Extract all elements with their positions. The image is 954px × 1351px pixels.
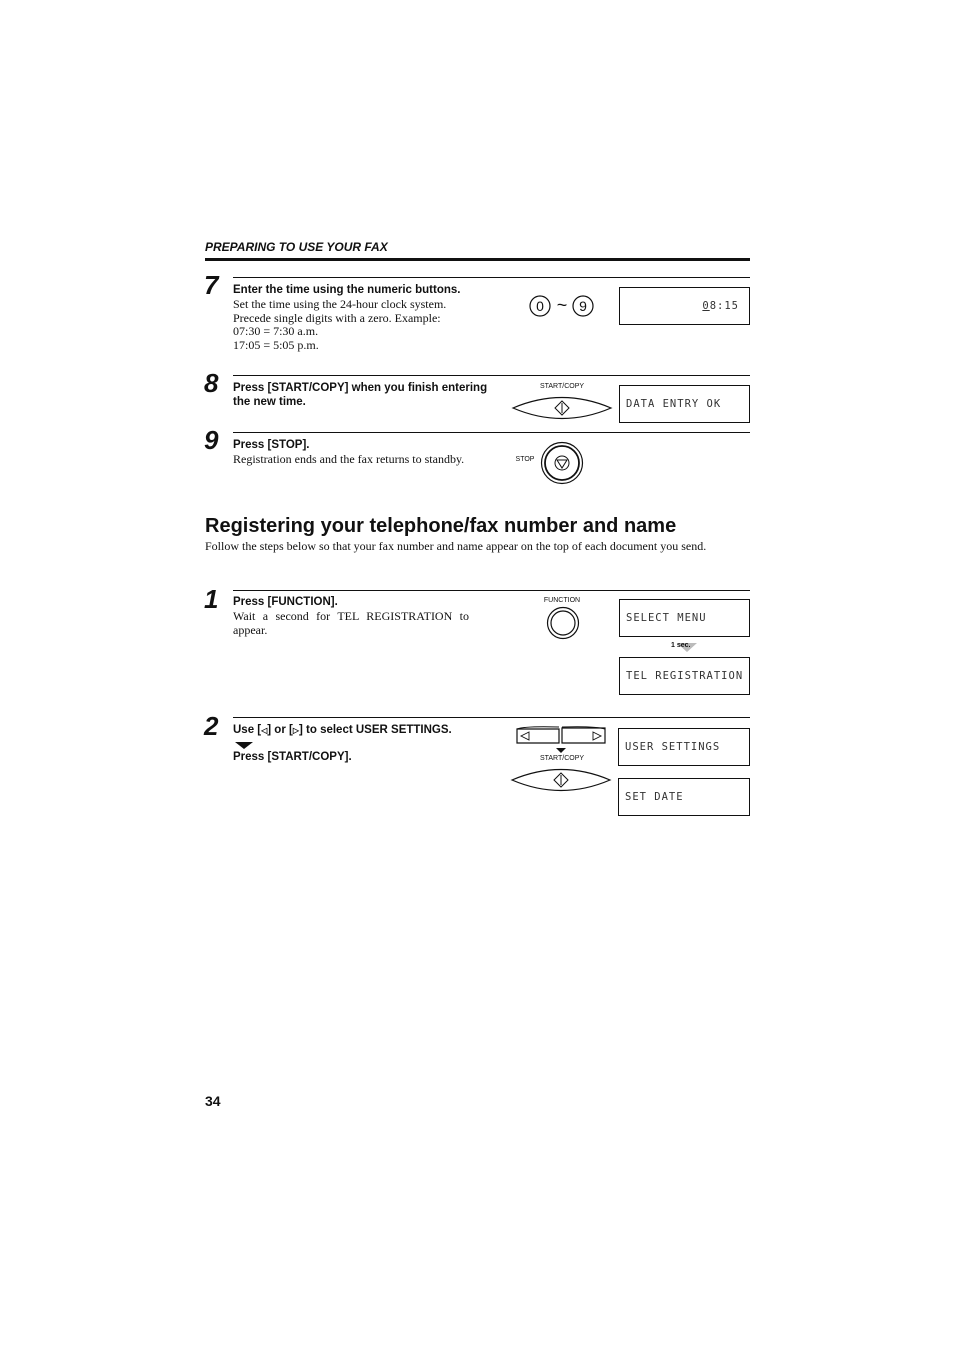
step-title	[233, 723, 508, 738]
lcd-cursor: 0	[702, 300, 710, 312]
lcd-display: USER SETTINGS	[618, 728, 750, 766]
numeric-keys-illustration	[529, 294, 599, 318]
start-copy-button-icon	[511, 393, 613, 423]
function-button-icon	[546, 606, 580, 640]
section-heading: Registering your telephone/fax number and name	[205, 515, 677, 537]
body-line: 17:05 = 5:05 p.m.	[233, 337, 319, 352]
left-arrow-icon: ◁	[261, 726, 268, 735]
start-copy-button-icon	[510, 765, 612, 795]
step-number: 8	[204, 368, 219, 398]
body-line: Set the time using the 24-hour clock system.	[233, 297, 447, 311]
step-divider	[233, 277, 750, 278]
header-rule	[205, 258, 750, 261]
step-number: 9	[204, 425, 219, 455]
lcd-display	[619, 287, 750, 325]
title-part: ] or [	[267, 724, 293, 736]
section-intro: Follow the steps below so that your fax number and name appear on the top of each document you send.	[205, 539, 707, 553]
step-divider	[233, 590, 750, 591]
step-number: 2	[204, 711, 219, 741]
section-header: PREPARING TO USE YOUR FAX	[205, 240, 388, 254]
step-title: Press [START/COPY] when you finish entering the new time.	[233, 382, 488, 408]
body-line: Precede single digits with a zero. Example:	[233, 310, 441, 325]
lcd-display: SELECT MENU	[619, 599, 750, 637]
step-body: Registration ends and the fax returns to standby.	[233, 452, 465, 466]
next-arrow-icon	[555, 747, 567, 754]
step-body	[233, 298, 483, 352]
arrow-keys-icon	[515, 726, 607, 746]
step-title: Press [STOP].	[233, 439, 310, 451]
step-title: Enter the time using the numeric buttons.	[233, 284, 461, 296]
button-label: START/COPY	[539, 383, 585, 390]
button-label: STOP	[515, 456, 535, 463]
step-number: 1	[204, 584, 219, 614]
step-number: 7	[204, 270, 219, 300]
key-zero: 0	[536, 298, 544, 314]
right-arrow-icon: ▷	[292, 726, 299, 735]
stop-button-icon	[540, 441, 584, 485]
button-label: START/COPY	[539, 755, 585, 762]
lcd-display: TEL REGISTRATION	[619, 657, 750, 695]
title-part: Use [	[233, 724, 262, 736]
lcd-display: SET DATE	[618, 778, 750, 816]
lcd-text: 8:15	[709, 300, 739, 312]
wait-label: 1 sec.	[671, 642, 691, 649]
title-part: ] to select USER SETTINGS.	[299, 724, 452, 736]
body-line: 07:30 = 7:30 a.m.	[233, 324, 319, 338]
lcd-display: DATA ENTRY OK	[619, 385, 750, 423]
step-divider	[233, 375, 750, 376]
tilde-glyph: ~	[556, 295, 568, 315]
key-nine: 9	[579, 298, 587, 314]
step-body: Wait a second for TEL REGISTRATION to appear.	[233, 609, 469, 637]
step-title: Press [FUNCTION].	[233, 596, 338, 608]
button-label: FUNCTION	[543, 597, 581, 604]
step-divider	[233, 432, 750, 433]
next-step-arrow-icon	[234, 741, 254, 750]
step-divider	[233, 717, 750, 718]
page-number: 34	[205, 1093, 221, 1109]
step-title: Press [START/COPY].	[233, 751, 352, 763]
